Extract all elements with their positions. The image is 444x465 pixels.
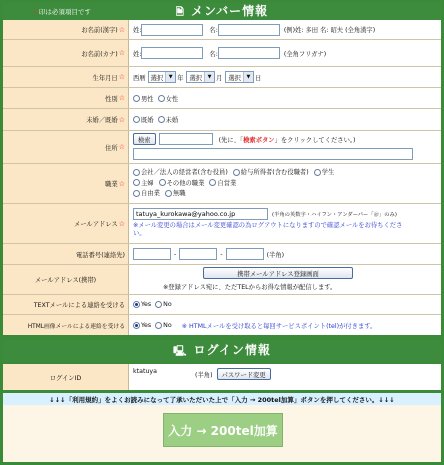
option-label: 無職 bbox=[172, 190, 186, 197]
text-mail-row bbox=[3, 295, 441, 315]
required-star: ☆ bbox=[118, 73, 125, 81]
login-row bbox=[3, 364, 441, 390]
kana-sei-input[interactable] bbox=[141, 47, 203, 59]
member-section-header bbox=[3, 3, 441, 20]
option-label: 自由業 bbox=[141, 190, 160, 197]
phone-row bbox=[3, 244, 441, 265]
option-label: 会社／法人の経営者(含む役員) bbox=[141, 169, 228, 176]
option-label: No bbox=[163, 301, 172, 308]
login-note: (半角) bbox=[195, 372, 213, 379]
name-example: (例)姓: 多田 名: 昭夫 (全角漢字) bbox=[283, 27, 376, 34]
mobile-email-row bbox=[3, 265, 441, 295]
occupation-student-radio[interactable] bbox=[314, 169, 321, 176]
password-change-button[interactable]: パスワード変更 bbox=[217, 368, 271, 380]
email-format-note: (半角の英数字・ハイフン・アンダーバー「＠」のみ) bbox=[272, 212, 397, 218]
single-radio[interactable] bbox=[158, 116, 165, 123]
occupation-freelance-radio[interactable] bbox=[133, 190, 140, 197]
dash: - bbox=[174, 250, 177, 258]
occupation-housewife-radio[interactable] bbox=[133, 179, 140, 186]
option-label: Yes bbox=[141, 321, 152, 329]
submit-button[interactable]: 入力 → 200tel加算 bbox=[163, 413, 283, 447]
phone-label: 電話番号(連絡先) bbox=[3, 244, 129, 264]
html-mail-yes-radio[interactable] bbox=[133, 322, 140, 329]
name-mei-input[interactable] bbox=[218, 24, 280, 36]
text-mail-yes-radio[interactable] bbox=[133, 301, 140, 308]
option-label: 主婦 bbox=[141, 179, 154, 187]
option-label: 女性 bbox=[165, 95, 179, 103]
html-mail-label: HTML画像メールによる連絡を受ける bbox=[3, 315, 129, 335]
occupation-self-employed-radio[interactable] bbox=[209, 179, 216, 186]
option-label: その他の職業 bbox=[166, 179, 205, 187]
kana-mei-input[interactable] bbox=[218, 47, 280, 59]
marital-label: 未婚／既婚 ☆ bbox=[3, 109, 129, 130]
mobile-email-register-button[interactable]: 携帯メールアドレス登録画面 bbox=[203, 267, 353, 279]
login-id-value: ktatuya bbox=[133, 368, 158, 375]
required-star: ☆ bbox=[118, 49, 125, 57]
text-mail-no-radio[interactable] bbox=[155, 301, 162, 308]
year-unit: 年 bbox=[177, 74, 184, 82]
email-label: メールアドレス ☆ bbox=[3, 204, 129, 243]
birthday-row bbox=[3, 67, 441, 88]
option-label: Yes bbox=[141, 301, 152, 308]
chevron-down-icon: ▼ bbox=[243, 72, 253, 82]
phone-part3-input[interactable] bbox=[226, 248, 264, 260]
required-star: ☆ bbox=[118, 219, 125, 228]
mei-label: 名: bbox=[209, 27, 218, 34]
option-label: 自営業 bbox=[217, 179, 237, 187]
login-section-title: ログイン情報 bbox=[193, 343, 271, 357]
monitor-icon: 🖳 bbox=[173, 346, 188, 357]
address-note: (先に、「検索ボタン」をクリックしてください。) bbox=[218, 136, 356, 144]
occupation-row bbox=[3, 164, 441, 204]
name-label: お名前(漢字) ☆ bbox=[3, 20, 129, 39]
phone-part1-input[interactable] bbox=[133, 248, 171, 260]
occupation-unemployed-radio[interactable] bbox=[165, 190, 172, 197]
era-label: 西暦 bbox=[133, 74, 146, 82]
month-select[interactable]: 選択 ▼ bbox=[186, 71, 215, 83]
day-select[interactable]: 選択 ▼ bbox=[225, 71, 254, 83]
option-label: 既婚 bbox=[141, 117, 154, 124]
address-search-button[interactable]: 検索 bbox=[133, 133, 156, 145]
html-mail-row bbox=[3, 315, 441, 335]
terms-notice: ↓↓↓「利用規約」をよくお読みになって了承いただいた上で「入力 → 200tel加算」ボタンを押してください。↓↓↓ bbox=[3, 393, 441, 405]
required-star: ☆ bbox=[118, 115, 125, 124]
year-select[interactable]: 選択 ▼ bbox=[148, 71, 177, 83]
option-label: 給与所得者(含む役職者) bbox=[240, 169, 309, 176]
option-label: 学生 bbox=[321, 169, 335, 176]
email-input[interactable] bbox=[133, 208, 268, 220]
gender-row bbox=[3, 88, 441, 109]
gender-label: 性別 ☆ bbox=[3, 88, 129, 108]
gender-male-radio[interactable] bbox=[133, 95, 140, 102]
required-star: ☆ bbox=[118, 25, 125, 34]
married-radio[interactable] bbox=[133, 116, 140, 123]
sei-label: 姓: bbox=[133, 27, 142, 34]
occupation-executive-radio[interactable] bbox=[133, 169, 140, 176]
required-note: ☆印は必須項目です bbox=[33, 8, 91, 16]
occupation-other-radio[interactable] bbox=[159, 179, 166, 186]
option-label: 未婚 bbox=[165, 117, 179, 124]
address-input[interactable] bbox=[133, 148, 413, 160]
mei-label: 名: bbox=[209, 50, 218, 58]
kana-label: お名前(カナ) ☆ bbox=[3, 40, 129, 66]
address-row bbox=[3, 131, 441, 164]
birthday-label: 生年月日 ☆ bbox=[3, 67, 129, 87]
required-star: ☆ bbox=[118, 179, 125, 188]
required-star: ☆ bbox=[118, 94, 125, 102]
kana-row bbox=[3, 40, 441, 67]
chevron-down-icon: ▼ bbox=[204, 72, 214, 82]
login-id-label: ログインID bbox=[3, 364, 129, 390]
month-unit: 月 bbox=[216, 74, 223, 82]
option-label: No bbox=[163, 321, 172, 329]
phone-note: (半角) bbox=[266, 251, 285, 259]
email-row bbox=[3, 204, 441, 244]
name-row bbox=[3, 20, 441, 40]
address-label: 住所 ☆ bbox=[3, 131, 129, 163]
email-change-note: ※メール変更の場合はメール変更確認の為ログアウトになりますので確認メールをお待ちください。 bbox=[133, 222, 403, 237]
submit-area bbox=[3, 405, 441, 462]
dash: - bbox=[220, 250, 223, 258]
marital-row bbox=[3, 109, 441, 131]
occupation-employee-radio[interactable] bbox=[233, 169, 240, 176]
text-mail-label: TEXTメールによる連絡を受ける bbox=[3, 295, 129, 314]
kana-note: (全角フリガナ) bbox=[283, 50, 327, 58]
member-section-title: メンバー情報 bbox=[190, 3, 269, 18]
option-label: 男性 bbox=[141, 95, 154, 103]
day-unit: 日 bbox=[254, 74, 262, 82]
mobile-email-label: メールアドレス(携帯) bbox=[3, 265, 129, 294]
name-sei-input[interactable] bbox=[141, 24, 203, 36]
sei-label: 姓: bbox=[133, 50, 142, 58]
login-section-header bbox=[3, 340, 441, 362]
html-mail-no-radio[interactable] bbox=[155, 322, 162, 329]
postal-code-input[interactable] bbox=[159, 133, 213, 145]
required-star: ☆ bbox=[118, 143, 125, 151]
mobile-email-note: ※登録アドレス宛に、ただTELからお得な情報が配信します。 bbox=[163, 284, 337, 291]
phone-part2-input[interactable] bbox=[179, 248, 217, 260]
document-icon: 🗎 bbox=[175, 6, 185, 18]
html-mail-note: ※ HTMLメールを受け取ると毎回サービスポイント(tel)が付きます。 bbox=[181, 322, 377, 330]
occupation-label: 職業 ☆ bbox=[3, 164, 129, 203]
gender-female-radio[interactable] bbox=[158, 95, 165, 102]
chevron-down-icon: ▼ bbox=[165, 72, 175, 82]
